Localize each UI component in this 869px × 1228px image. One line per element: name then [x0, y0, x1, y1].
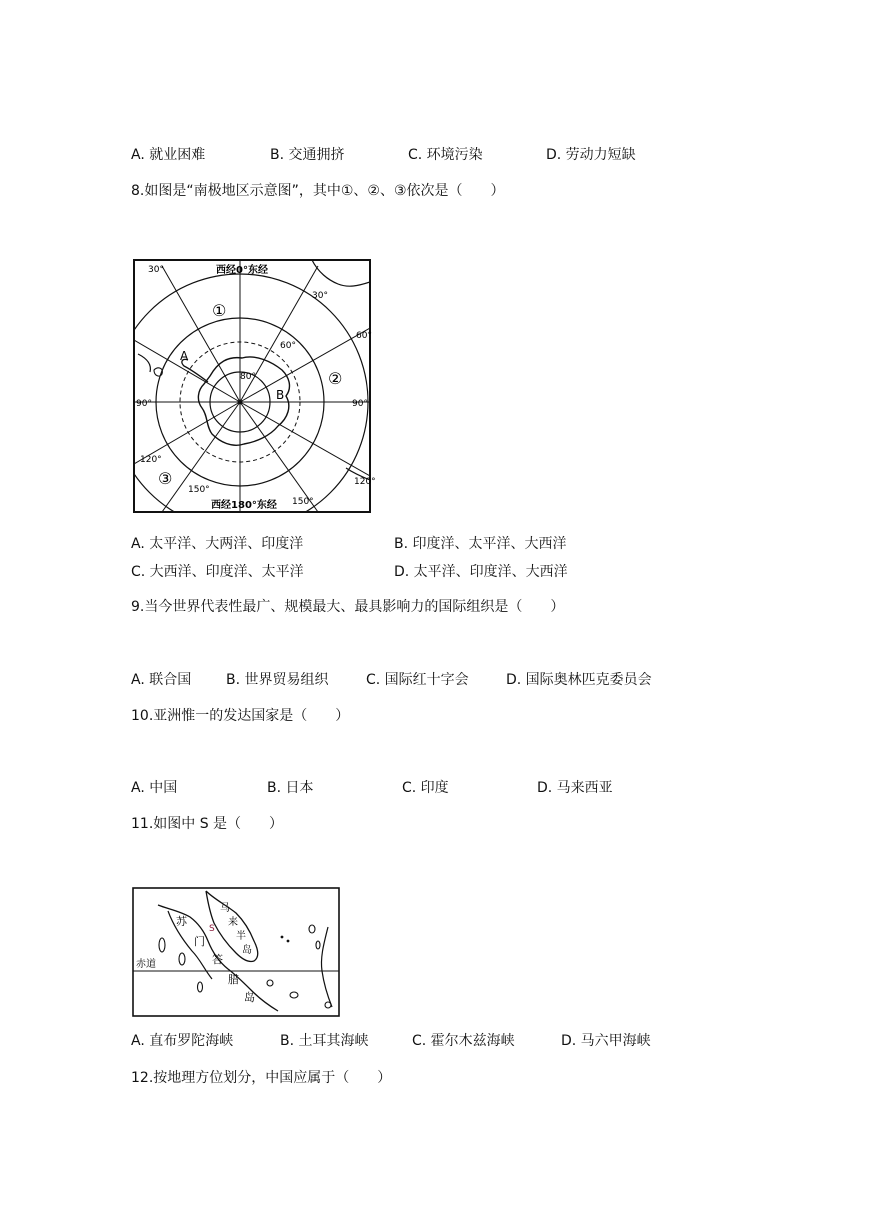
- sumatra-char-1: 苏: [176, 915, 187, 928]
- q11-option-a: A. 直布罗陀海峡: [131, 1033, 234, 1049]
- sumatra-char-3: 答: [212, 953, 223, 966]
- lat-label-60: 60°: [280, 341, 296, 351]
- q9-option-d: D. 国际奥林匹克委员会: [506, 672, 652, 688]
- q10-option-b: B. 日本: [267, 780, 314, 796]
- malay-char-2: 来: [228, 917, 238, 928]
- lon-label-150e: 150°: [292, 497, 314, 507]
- lon-label-60e: 60°: [356, 331, 372, 341]
- q8-stem: 8.如图是“南极地区示意图”，其中①、②、③依次是（ ）: [131, 183, 505, 199]
- malay-char-4: 岛: [242, 945, 252, 956]
- malacca-map: [132, 887, 342, 1019]
- q10-option-d: D. 马来西亚: [537, 780, 613, 796]
- lon-label-150w: 150°: [188, 485, 210, 495]
- q10-option-a: A. 中国: [131, 780, 178, 796]
- ocean-marker-3: ③: [158, 469, 173, 488]
- q11-stem: 11.如图中 S 是（ ）: [131, 816, 284, 832]
- q8-option-b: B. 印度洋、太平洋、大西洋: [394, 536, 567, 552]
- ocean-marker-2: ②: [328, 369, 343, 388]
- q7-option-c: C. 环境污染: [408, 147, 483, 163]
- lon-label-90w: 90°: [136, 399, 152, 409]
- point-b-label: B: [276, 388, 285, 402]
- lat-label-80: 80°: [240, 372, 256, 382]
- q8-option-d: D. 太平洋、印度洋、大西洋: [394, 564, 568, 580]
- lon-label-30w: 30°: [148, 265, 164, 275]
- sumatra-char-2: 门: [194, 935, 205, 948]
- equator-label: 赤道: [136, 959, 156, 970]
- q11-option-b: B. 土耳其海峡: [280, 1033, 369, 1049]
- q11-option-c: C. 霍尔木兹海峡: [412, 1033, 515, 1049]
- lon-label-30e: 30°: [312, 291, 328, 301]
- sumatra-char-4: 腊: [228, 973, 239, 986]
- q9-option-a: A. 联合国: [131, 672, 192, 688]
- q9-stem: 9.当今世界代表性最广、规模最大、最具影响力的国际组织是（ ）: [131, 599, 565, 615]
- malay-char-1: 马: [220, 903, 230, 914]
- q7-option-d: D. 劳动力短缺: [546, 147, 636, 163]
- antarctic-map: [132, 258, 376, 514]
- map-bottom-label: 西经180°东经: [211, 500, 277, 511]
- q8-option-c: C. 大西洋、印度洋、太平洋: [131, 564, 304, 580]
- q8-option-a: A. 太平洋、大两洋、印度洋: [131, 536, 304, 552]
- q9-option-c: C. 国际红十字会: [366, 672, 469, 688]
- q10-stem: 10.亚洲惟一的发达国家是（ ）: [131, 708, 350, 724]
- map-top-label: 西经0°东经: [216, 265, 268, 276]
- q7-option-a: A. 就业困难: [131, 147, 206, 163]
- malay-char-3: 半: [236, 931, 246, 942]
- ocean-marker-1: ①: [212, 301, 227, 320]
- q12-stem: 12.按地理方位划分，中国应属于（ ）: [131, 1070, 392, 1086]
- q7-option-b: B. 交通拥挤: [270, 147, 345, 163]
- lon-label-120w: 120°: [140, 455, 162, 465]
- lon-label-90e: 90°: [352, 399, 368, 409]
- strait-s-label: S: [209, 924, 215, 934]
- point-a-label: A: [180, 349, 189, 363]
- lon-label-120e: 120°: [354, 477, 376, 487]
- sumatra-char-5: 岛: [244, 991, 255, 1004]
- q9-option-b: B. 世界贸易组织: [226, 672, 329, 688]
- q11-option-d: D. 马六甲海峡: [561, 1033, 651, 1049]
- q10-option-c: C. 印度: [402, 780, 449, 796]
